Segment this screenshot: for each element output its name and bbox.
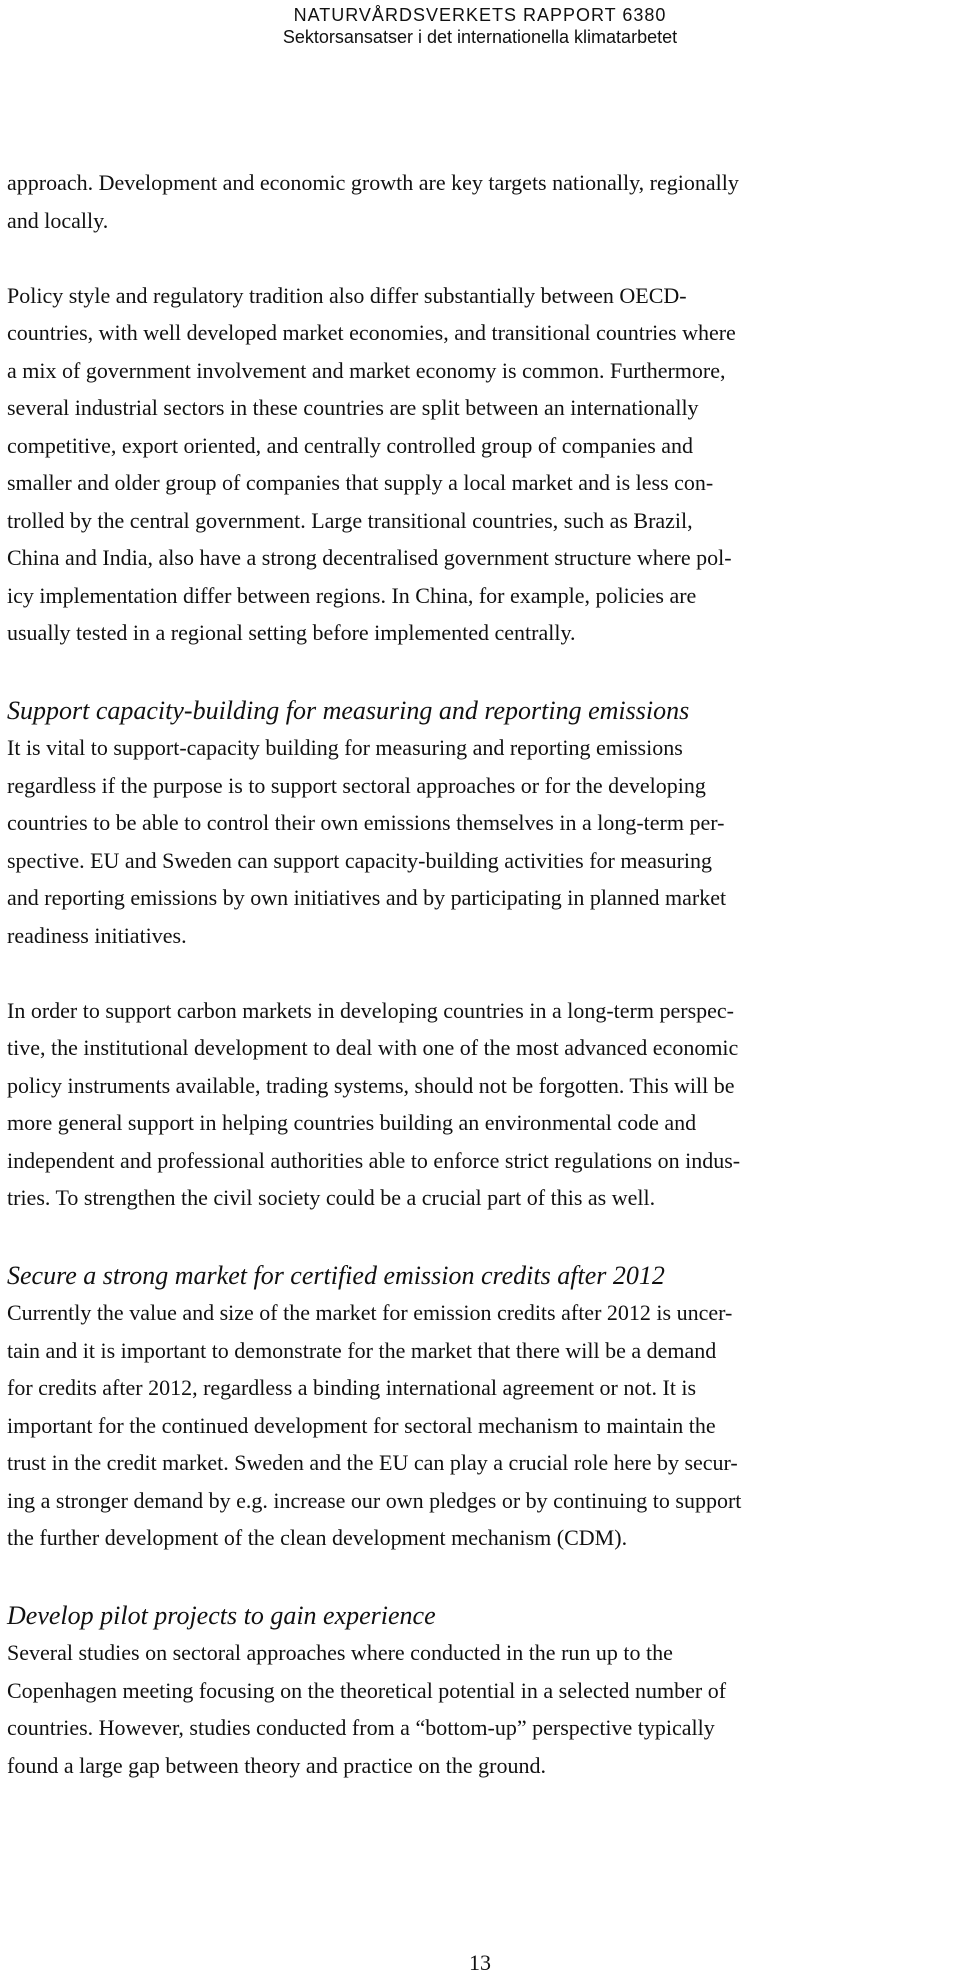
page-body xyxy=(7,164,947,1784)
paragraph-2: Policy style and regulatory tradition also differ substantially between OECD- countries, with well developed market economies, and transitional countries where a mix of government involvement and market economy is common. Furthermore, several industrial sectors in these countries are split between an internationally competitive, export oriented, and centrally controlled group of companies and smaller and older group of companies that supply a local market and is less con- trolled by the central government. Large transitional countries, such as Brazil, China and India, also have a strong decentralised government structure where pol- icy implementation differ between regions. In China, for example, policies are usually tested in a regional setting before implemented centrally. xyxy=(7,282,736,645)
report-subtitle: Sektorsansatser i det internationella klimatarbetet xyxy=(282,27,678,47)
report-title: NATURVÅRDSVERKETS RAPPORT 6380 xyxy=(293,5,667,25)
paragraph-5: Currently the value and size of the market for emission credits after 2012 is uncer- tain and it is important to demonstrate for the market that there will be a demand for credits after 2012, regardless a binding international agreement or not. It is important for the continued development for sectoral mechanism to maintain the trust in the credit market. Sweden and the EU can play a crucial role here by secur- ing a stronger demand by e.g. increase our own pledges or by continuing to support the further development of the clean development mechanism (CDM). xyxy=(7,1300,742,1550)
paragraph-1: approach. Development and economic growth are key targets nationally, regionally and locally. xyxy=(7,170,739,233)
page-header xyxy=(0,4,960,48)
page-number: 13 xyxy=(469,1950,491,1975)
section-heading-pilot-projects: Develop pilot projects to gain experience xyxy=(7,1600,436,1630)
section-heading-secure-market: Secure a strong market for certified emission credits after 2012 xyxy=(7,1260,665,1290)
section-heading-capacity-building: Support capacity-building for measuring and reporting emissions xyxy=(7,695,690,725)
paragraph-3: It is vital to support-capacity building for measuring and reporting emissions regardless if the purpose is to support sectoral approaches or for the developing countries to be able to control their own emissions themselves in a long-term per- spective. EU and Sweden can support capacity-building activities for measuring and reporting emissions by own initiatives and by participating in planned market readiness initiatives. xyxy=(7,735,727,948)
paragraph-6: Several studies on sectoral approaches where conducted in the run up to the Copenhagen meeting focusing on the theoretical potential in a selected number of countries. However, studies conducted from a “bottom-up” perspective typically found a large gap between theory and practice on the ground. xyxy=(7,1640,727,1778)
paragraph-4: In order to support carbon markets in developing countries in a long-term perspec- tive, the institutional development to deal with one of the most advanced economic policy instruments available, trading systems, should not be forgotten. This will be more general support in helping countries building an environmental code and independent and professional authorities able to enforce strict regulations on indus- tries. To strengthen the civil society could be a crucial part of this as well. xyxy=(7,997,741,1210)
